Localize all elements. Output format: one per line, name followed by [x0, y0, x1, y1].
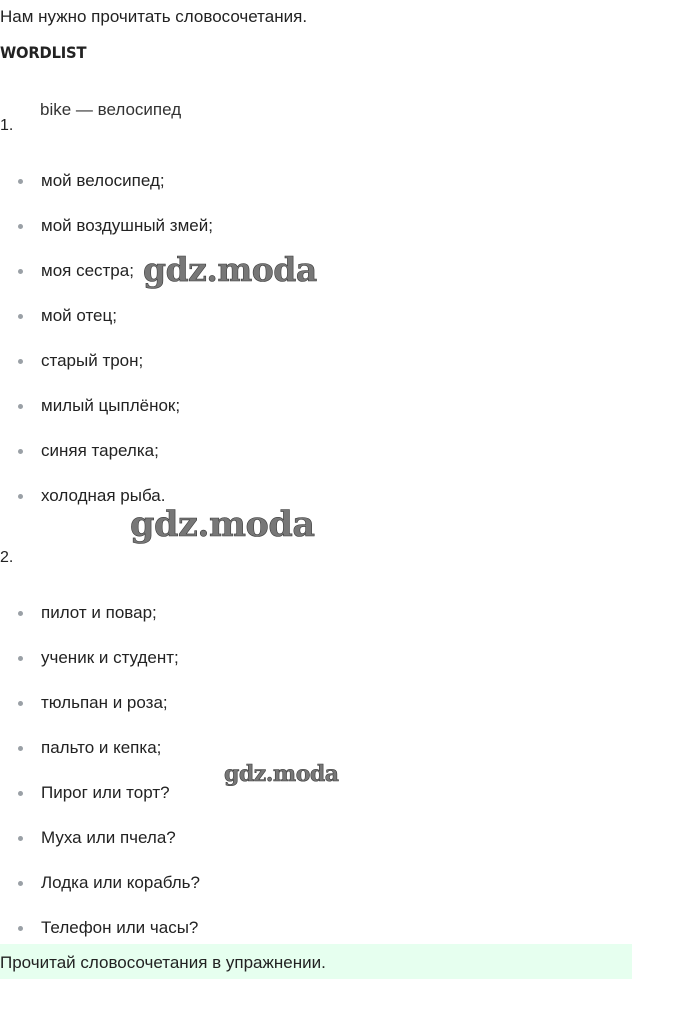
list-item-text: Телефон или часы? — [41, 918, 199, 937]
list-item-text: Пирог или торт? — [41, 783, 170, 802]
bullet-icon — [18, 926, 23, 931]
list-item — [0, 647, 200, 692]
list-item-text: пальто и кепка; — [41, 738, 162, 757]
list-item-text: ученик и студент; — [41, 648, 179, 667]
bullet-icon — [18, 494, 23, 499]
bullet-icon — [18, 449, 23, 454]
wordlist-heading: WORDLIST — [0, 43, 87, 62]
section-number-1: 1. — [0, 117, 14, 134]
list-item-text: тюльпан и роза; — [41, 693, 168, 712]
bullet-icon — [18, 836, 23, 841]
list-item-text: мой велосипед; — [41, 171, 165, 190]
list-item — [0, 305, 213, 350]
bullet-icon — [18, 404, 23, 409]
bullet-icon — [18, 701, 23, 706]
intro-text: Нам нужно прочитать словосочетания. — [0, 7, 308, 26]
section-number-2: 2. — [0, 549, 14, 566]
list-item-text: милый цыплёнок; — [41, 396, 181, 415]
list-item — [0, 440, 213, 485]
phrase-list-1 — [0, 170, 213, 530]
wordlist-partial-entry — [40, 96, 340, 119]
bullet-icon — [18, 314, 23, 319]
hint-text: Прочитай словосочетания в упражнении. — [0, 953, 326, 972]
wordlist-entry-text: bike — велосипед — [40, 100, 182, 119]
bullet-icon — [18, 611, 23, 616]
list-item — [0, 170, 213, 215]
bullet-icon — [18, 746, 23, 751]
list-item — [0, 827, 200, 872]
watermark-logo: gdz.moda — [224, 761, 339, 787]
list-item — [0, 737, 200, 782]
list-item-text: Лодка или корабль? — [41, 873, 200, 892]
list-item-text: мой отец; — [41, 306, 117, 325]
bullet-icon — [18, 791, 23, 796]
list-item — [0, 395, 213, 440]
watermark-logo: gdz.moda — [130, 504, 315, 545]
list-item — [0, 692, 200, 737]
bullet-icon — [18, 269, 23, 274]
list-item-text: мой воздушный змей; — [41, 216, 213, 235]
bullet-icon — [18, 179, 23, 184]
bullet-icon — [18, 656, 23, 661]
list-item — [0, 602, 200, 647]
list-item-text: старый трон; — [41, 351, 144, 370]
list-item-text: Муха или пчела? — [41, 828, 176, 847]
hint-box — [0, 944, 632, 979]
bullet-icon — [18, 359, 23, 364]
list-item-text: холодная рыба. — [41, 486, 166, 505]
list-item-text: моя сестра; — [41, 261, 134, 280]
list-item-text: синяя тарелка; — [41, 441, 159, 460]
list-item — [0, 782, 200, 827]
phrase-list-2 — [0, 602, 200, 962]
bullet-icon — [18, 224, 23, 229]
list-item — [0, 872, 200, 917]
watermark-logo: gdz.moda — [143, 250, 317, 289]
list-item-text: пилот и повар; — [41, 603, 157, 622]
bullet-icon — [18, 881, 23, 886]
list-item — [0, 350, 213, 395]
